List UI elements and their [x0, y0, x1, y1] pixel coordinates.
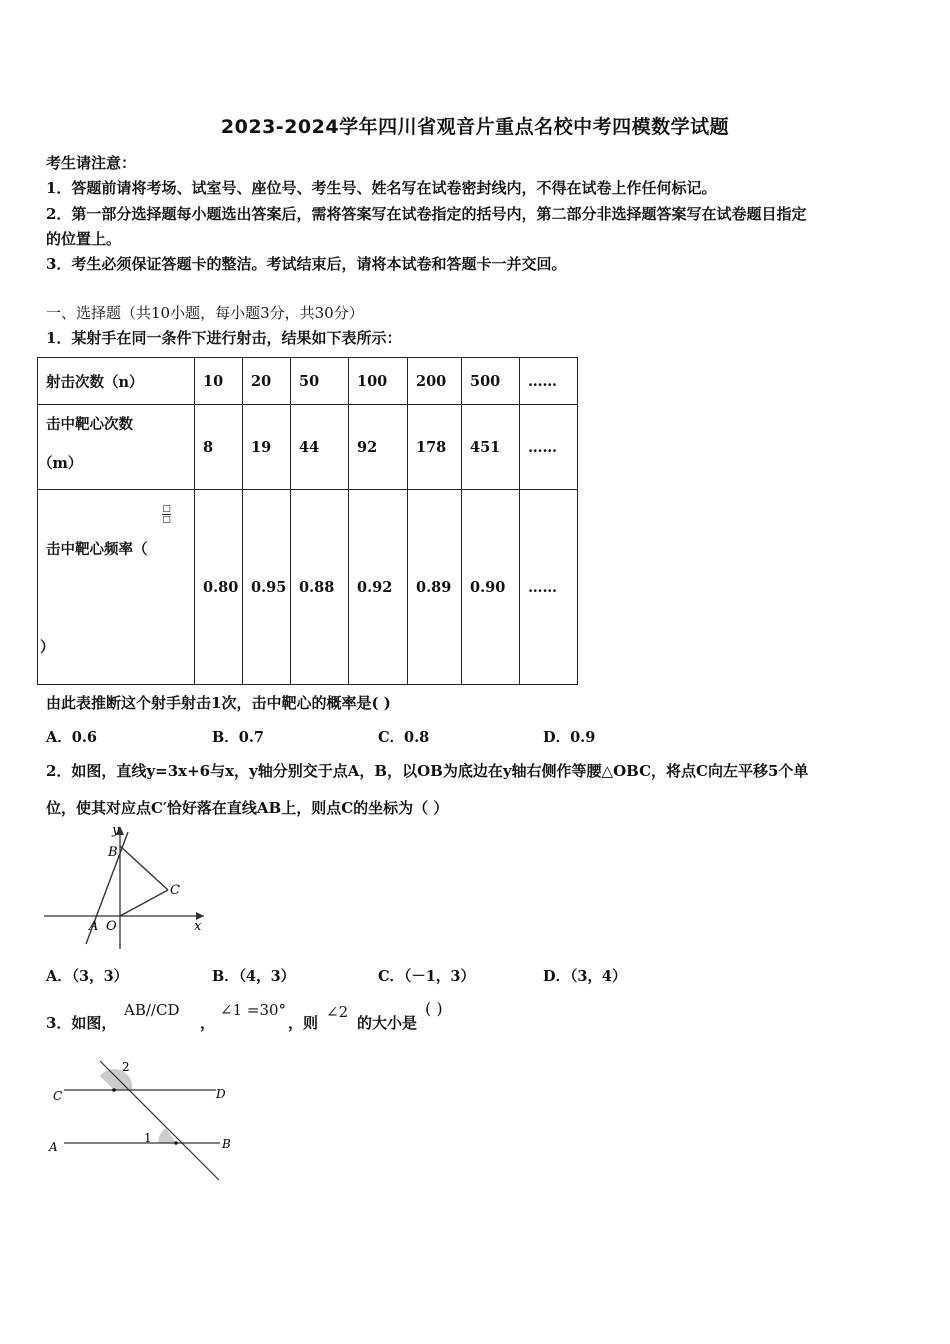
intersection-point: [174, 1141, 178, 1145]
label-x: x: [194, 919, 202, 934]
label-angle1: 1: [144, 1131, 152, 1145]
q2-option-b: B．（4，3）: [212, 968, 296, 985]
table-cell: 178: [408, 405, 462, 490]
q3-formula-parallel: AB//CD: [124, 1001, 180, 1019]
table-cell: 8: [195, 405, 243, 490]
row-label: ）: [40, 639, 55, 656]
table-cell: 10: [195, 358, 243, 405]
q3-figure: [44, 1055, 244, 1185]
notice-item: 的位置上。: [46, 230, 122, 248]
page-title: 2023-2024学年四川省观音片重点名校中考四模数学试题: [220, 116, 730, 138]
table-cell: ……: [520, 358, 578, 405]
q1-option-c: C．0.8: [378, 729, 430, 746]
row-label: 击中靶心频率（: [46, 541, 148, 558]
q3-separator: ，: [200, 1014, 216, 1032]
frequency-table: [37, 357, 578, 685]
table-cell: [38, 405, 195, 490]
q1-option-a: A．0.6: [46, 729, 97, 746]
table-cell: 50: [291, 358, 349, 405]
q2-stem-line2: 位，使其对应点C′恰好落在直线AB上，则点C的坐标为（ ）: [46, 799, 449, 817]
q1-option-b: B．0.7: [212, 729, 264, 746]
table-cell: 0.80: [195, 490, 243, 685]
q3-formula-angle1: ∠1 =30°: [220, 1001, 287, 1019]
table-cell: 0.89: [408, 490, 462, 685]
label-c: C: [53, 1089, 63, 1103]
notice-item: 3．考生必须保证答题卡的整洁。考试结束后，请将本试卷和答题卡一并交回。: [46, 255, 567, 273]
label-a: A: [49, 1140, 58, 1154]
table-cell: 0.90: [462, 490, 520, 685]
segment-bc: [120, 846, 168, 890]
table-cell: 92: [349, 405, 408, 490]
table-row: [38, 358, 578, 405]
table-cell: ……: [520, 405, 578, 490]
table-cell: 20: [243, 358, 291, 405]
intersection-point: [112, 1088, 116, 1092]
angle1-marker: [158, 1128, 176, 1143]
label-b: B: [222, 1137, 231, 1151]
fraction-bottom: □: [162, 515, 171, 525]
notice-heading: 考生请注意：: [46, 154, 137, 172]
q3-answer-paren: ( ): [425, 999, 443, 1018]
label-d: D: [216, 1087, 226, 1101]
row-label: （m）: [38, 455, 83, 472]
table-cell: 0.88: [291, 490, 349, 685]
q1-option-d: D．0.9: [543, 729, 596, 746]
transversal: [100, 1061, 219, 1180]
notice-item: 2．第一部分选择题每小题选出答案后，需将答案写在试卷指定的括号内，第二部分非选择题答案写在试卷题目指定: [46, 205, 807, 223]
table-cell: 44: [291, 405, 349, 490]
q2-option-a: A．（3，3）: [46, 968, 129, 985]
q3-formula-angle2: ∠2: [326, 1003, 349, 1021]
row-label: 击中靶心次数: [46, 416, 133, 433]
table-row: [38, 405, 578, 490]
label-angle2: 2: [122, 1060, 130, 1074]
fraction-top: □: [162, 504, 171, 514]
table-cell: 100: [349, 358, 408, 405]
fraction-placeholder: [162, 504, 171, 525]
table-cell: 19: [243, 405, 291, 490]
table-row: [38, 490, 578, 685]
q3-prefix: 3．如图，: [46, 1014, 117, 1032]
q2-option-c: C．（－1，3）: [378, 968, 475, 985]
q2-figure: [44, 822, 209, 952]
notice-item: 1．答题前请将考场、试室号、座位号、考生号、姓名写在试卷密封线内，不得在试卷上作任何标记。: [46, 179, 717, 197]
q1-stem: 1．某射手在同一条件下进行射击，结果如下表所示：: [46, 329, 402, 347]
label-o: O: [106, 919, 117, 934]
segment-oc: [120, 890, 168, 916]
table-cell: 200: [408, 358, 462, 405]
q1-question: 由此表推断这个射手射击1次，击中靶心的概率是( ): [46, 694, 391, 712]
q3-mid: ，则: [288, 1014, 319, 1032]
table-cell: [38, 490, 195, 685]
table-cell: 0.95: [243, 490, 291, 685]
q2-stem-line1: 2．如图，直线y=3x+6与x，y轴分别交于点A，B，以OB为底边在y轴右侧作等腰△OBC，将点C向左平移5个单: [46, 762, 809, 780]
table-cell: 500: [462, 358, 520, 405]
section-heading: 一、选择题（共10小题，每小题3分，共30分）: [46, 304, 364, 322]
table-cell: ……: [520, 490, 578, 685]
q2-option-d: D．（3，4）: [543, 968, 627, 985]
label-c: C: [170, 883, 180, 898]
q3-suffix: 的大小是: [357, 1014, 418, 1032]
table-cell: 0.92: [349, 490, 408, 685]
table-cell: 射击次数（n）: [38, 358, 195, 405]
label-b: B: [108, 845, 118, 860]
label-a: A: [89, 919, 99, 934]
table-cell: 451: [462, 405, 520, 490]
label-y: y: [112, 823, 120, 838]
